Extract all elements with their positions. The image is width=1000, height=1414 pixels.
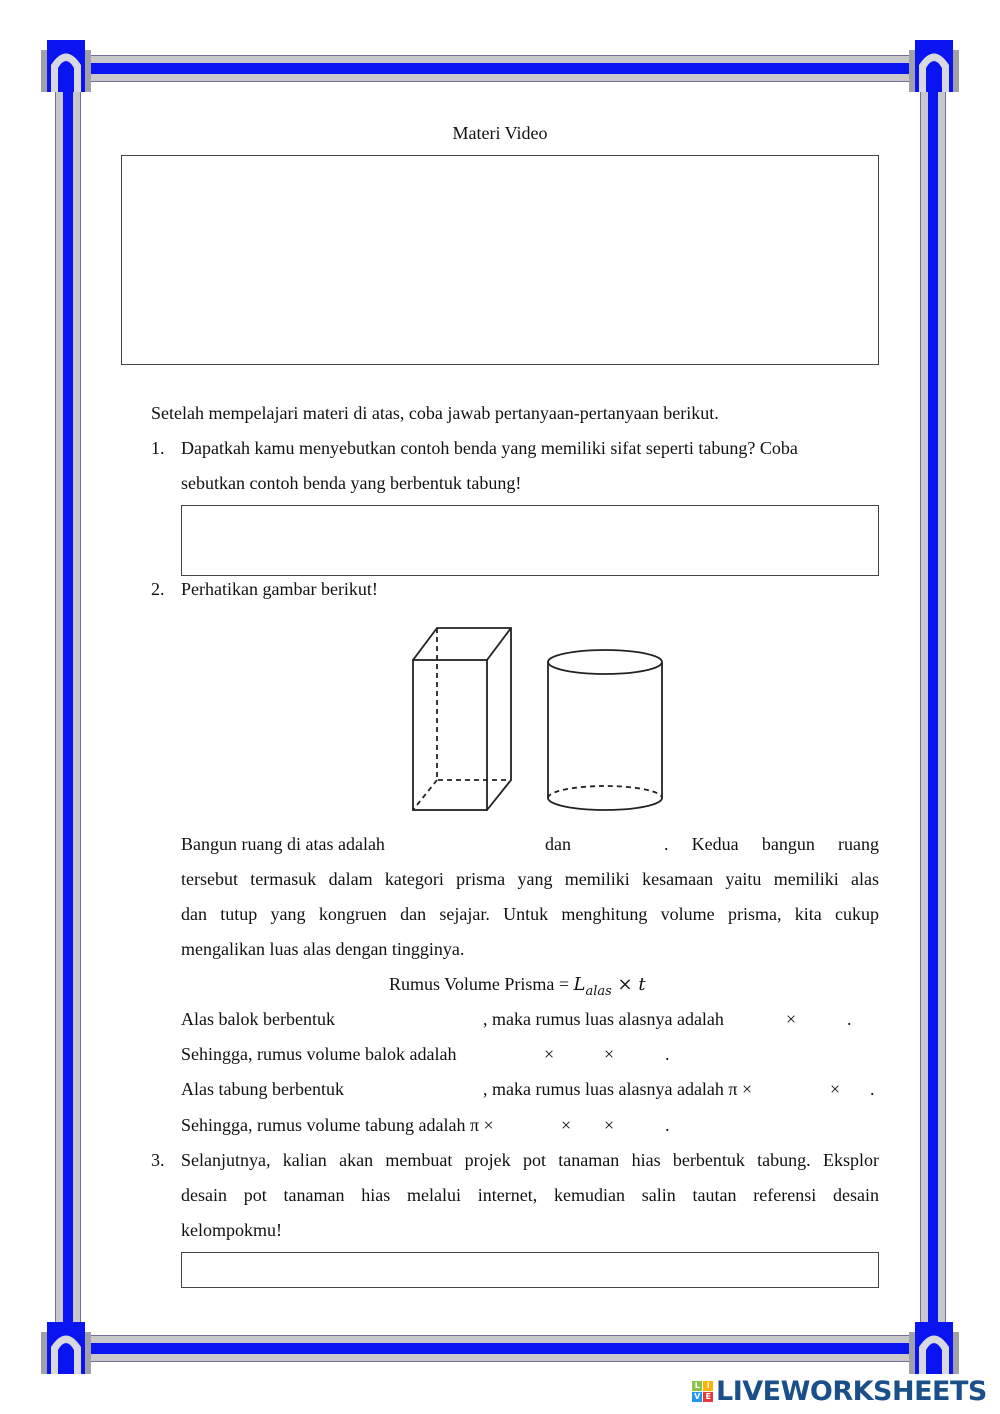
line-text: Alas tabung berbentuk	[181, 1079, 344, 1099]
line-text: Alas balok berbentuk	[181, 1009, 335, 1029]
corner-arch-icon	[41, 40, 91, 92]
formula-symbol: L	[573, 974, 586, 995]
line-text: Sehingga, rumus volume tabung adalah π ×	[181, 1115, 494, 1135]
q1-number: 1.	[151, 438, 165, 458]
corner-arch-icon	[909, 1322, 959, 1374]
q3-number: 3.	[151, 1150, 165, 1170]
period: .	[870, 1079, 875, 1099]
border-top	[85, 55, 915, 82]
formula-label: Rumus Volume Prisma =	[389, 974, 574, 994]
times-sign: ×	[830, 1079, 841, 1099]
cuboid-icon	[413, 628, 511, 810]
live-logo-icon: L I V E	[692, 1381, 713, 1402]
q2-number: 2.	[151, 579, 165, 599]
line-text: , maka rumus luas alasnya adalah	[483, 1009, 724, 1029]
paragraph-text: mengalikan luas alas dengan tingginya.	[181, 939, 465, 959]
page-title: Materi Video	[452, 123, 548, 143]
times-sign: ×	[561, 1115, 572, 1135]
border-right	[920, 80, 946, 1350]
period: .	[665, 1115, 670, 1135]
border-bottom	[85, 1335, 915, 1362]
corner-arch-icon	[41, 1322, 91, 1374]
times-sign: ×	[544, 1044, 555, 1064]
formula-subscript: alas	[585, 983, 612, 999]
times-sign: ×	[604, 1044, 615, 1064]
period: .	[665, 1044, 670, 1064]
liveworksheets-logo[interactable]	[692, 1376, 987, 1407]
formula	[389, 972, 646, 1004]
q3-text: desain pot tanaman hias melalui internet, kemudian salin tautan referensi desain	[181, 1185, 879, 1205]
q1-text: Dapatkah kamu menyebutkan contoh benda yang memiliki sifat seperti tabung? Coba	[181, 438, 798, 458]
q1-answer-input[interactable]	[181, 505, 879, 576]
times-sign: ×	[604, 1115, 615, 1135]
paragraph-text: Bangun ruang di atas adalah	[181, 834, 385, 854]
times-sign: ×	[786, 1009, 797, 1029]
paragraph-text: dan	[545, 834, 571, 854]
line-text: Sehingga, rumus volume balok adalah	[181, 1044, 457, 1064]
line-text: , maka rumus luas alasnya adalah π ×	[483, 1079, 753, 1099]
q3-answer-input[interactable]	[181, 1252, 879, 1288]
q3-text: kelompokmu!	[181, 1220, 282, 1240]
paragraph-text: . Kedua bangun ruang	[664, 834, 879, 854]
paragraph-text: tersebut termasuk dalam kategori prisma yang memiliki kesamaan yaitu memiliki alas	[181, 869, 879, 889]
border-left	[55, 80, 81, 1350]
q1-text: sebutkan contoh benda yang berbentuk tabung!	[181, 473, 522, 493]
corner-arch-icon	[909, 40, 959, 92]
period: .	[847, 1009, 852, 1029]
logo-text: LIVEWORKSHEETS	[716, 1376, 987, 1407]
intro-text: Setelah mempelajari materi di atas, coba jawab pertanyaan-pertanyaan berikut.	[151, 403, 719, 423]
q2-prompt: Perhatikan gambar berikut!	[181, 579, 378, 599]
paragraph-text: dan tutup yang kongruen dan sejajar. Untuk menghitung volume prisma, kita cukup	[181, 904, 879, 924]
formula-rest: × t	[611, 974, 646, 995]
video-frame[interactable]	[121, 155, 879, 365]
cylinder-icon	[548, 650, 662, 810]
cuboid-cylinder-figure	[400, 620, 680, 820]
q3-text: Selanjutnya, kalian akan membuat projek pot tanaman hias berbentuk tabung. Eksplor	[181, 1150, 879, 1170]
